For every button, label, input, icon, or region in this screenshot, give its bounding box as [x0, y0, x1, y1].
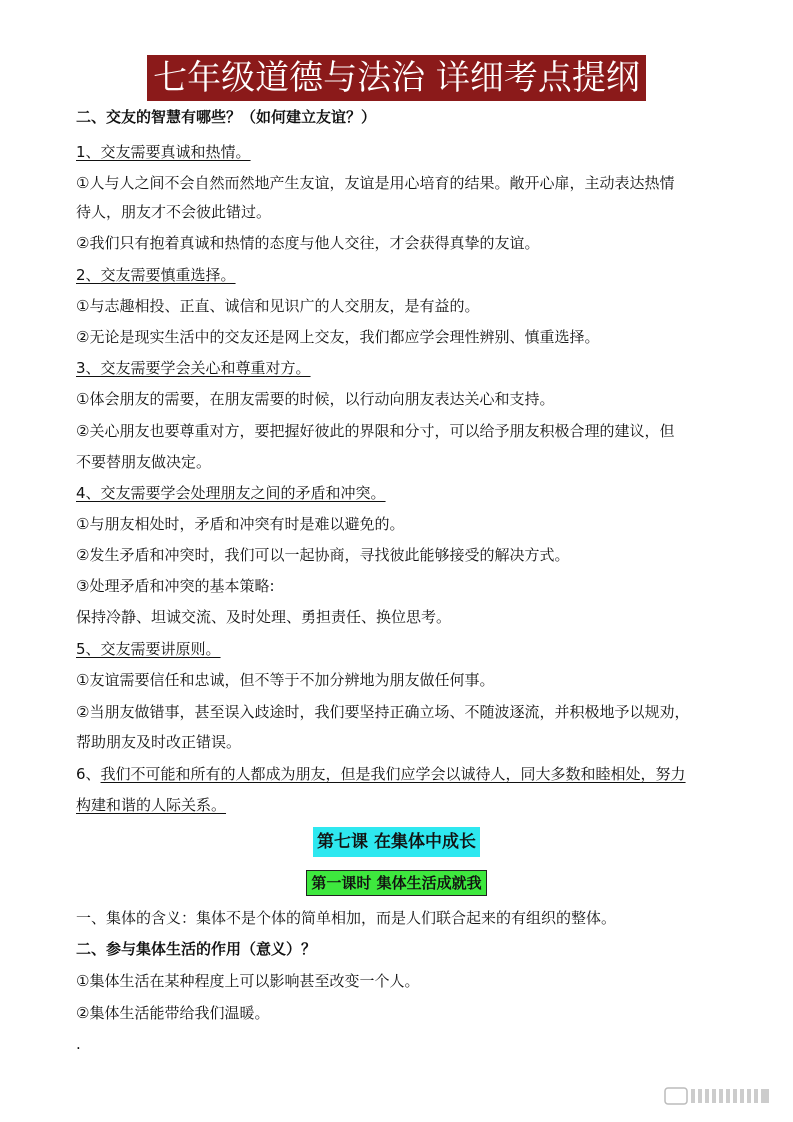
trailing-mark: .: [76, 1035, 81, 1053]
section-heading: 二、交友的智慧有哪些？（如何建立友谊？）: [76, 108, 377, 126]
point-text: ①人与人之间不会自然而然地产生友谊，友谊是用心培育的结果。敞开心扉，主动表达热情: [76, 174, 675, 192]
point-text: ①集体生活在某种程度上可以影响甚至改变一个人。: [76, 972, 420, 990]
point-heading: 4、交友需要学会处理朋友之间的矛盾和冲突。: [76, 484, 386, 502]
period-title: 第一课时 集体生活成就我: [307, 871, 485, 895]
point-text: ①体会朋友的需要，在朋友需要的时候，以行动向朋友表达关心和支持。: [76, 390, 555, 408]
collective-definition: 一、集体的含义：集体不是个体的简单相加，而是人们联合起来的有组织的整体。: [76, 909, 617, 927]
period-title-wrap: [0, 871, 793, 895]
point-text: ②关心朋友也要尊重对方，要把握好彼此的界限和分寸，可以给予朋友积极合理的建议，但: [76, 422, 675, 440]
point-heading: 2、交友需要慎重选择。: [76, 266, 236, 284]
point-text: ②我们只有抱着真诚和热情的态度与他人交往，才会获得真挚的友谊。: [76, 234, 540, 252]
point-6-line2: 构建和谐的人际关系。: [76, 796, 227, 814]
watermark-logo: [663, 1085, 773, 1107]
point-text: 不要替朋友做决定。: [76, 453, 212, 471]
title-wrap: [0, 55, 793, 101]
point-text: 保持冷静、坦诚交流、及时处理、勇担责任、换位思考。: [76, 608, 452, 626]
point-heading: 5、交友需要讲原则。: [76, 640, 221, 658]
lesson-title: 第七课 在集体中成长: [313, 827, 480, 857]
point-heading: 3、交友需要学会关心和尊重对方。: [76, 359, 311, 377]
point-text: ②集体生活能带给我们温暖。: [76, 1004, 270, 1022]
point-6-prefix: 6、: [76, 765, 101, 783]
point-text: ②无论是现实生活中的交友还是网上交友，我们都应学会理性辨别、慎重选择。: [76, 328, 600, 346]
point-text: ②当朋友做错事，甚至误入歧途时，我们要坚持正确立场、不随波逐流，并积极地予以规劝，: [76, 703, 690, 721]
point-text: ①与朋友相处时，矛盾和冲突有时是难以避免的。: [76, 515, 405, 533]
document-title: 七年级道德与法治 详细考点提纲: [147, 55, 646, 101]
point-text: ③处理矛盾和冲突的基本策略:: [76, 577, 275, 595]
point-text: 待人，朋友才不会彼此错过。: [76, 203, 272, 221]
point-6: [76, 763, 686, 785]
lesson-title-wrap: [0, 827, 793, 857]
point-text: ①友谊需要信任和忠诚，但不等于不加分辨地为朋友做任何事。: [76, 671, 495, 689]
point-6-line1: 我们不可能和所有的人都成为朋友，但是我们应学会以诚待人，同大多数和睦相处，努力: [100, 765, 686, 783]
point-heading: 1、交友需要真诚和热情。: [76, 143, 251, 161]
point-text: ①与志趣相投、正直、诚信和见识广的人交朋友，是有益的。: [76, 297, 480, 315]
point-text: ②发生矛盾和冲突时，我们可以一起协商，寻找彼此能够接受的解决方式。: [76, 546, 570, 564]
section-heading: 二、参与集体生活的作用（意义）？: [76, 940, 317, 958]
point-text: 帮助朋友及时改正错误。: [76, 733, 242, 751]
